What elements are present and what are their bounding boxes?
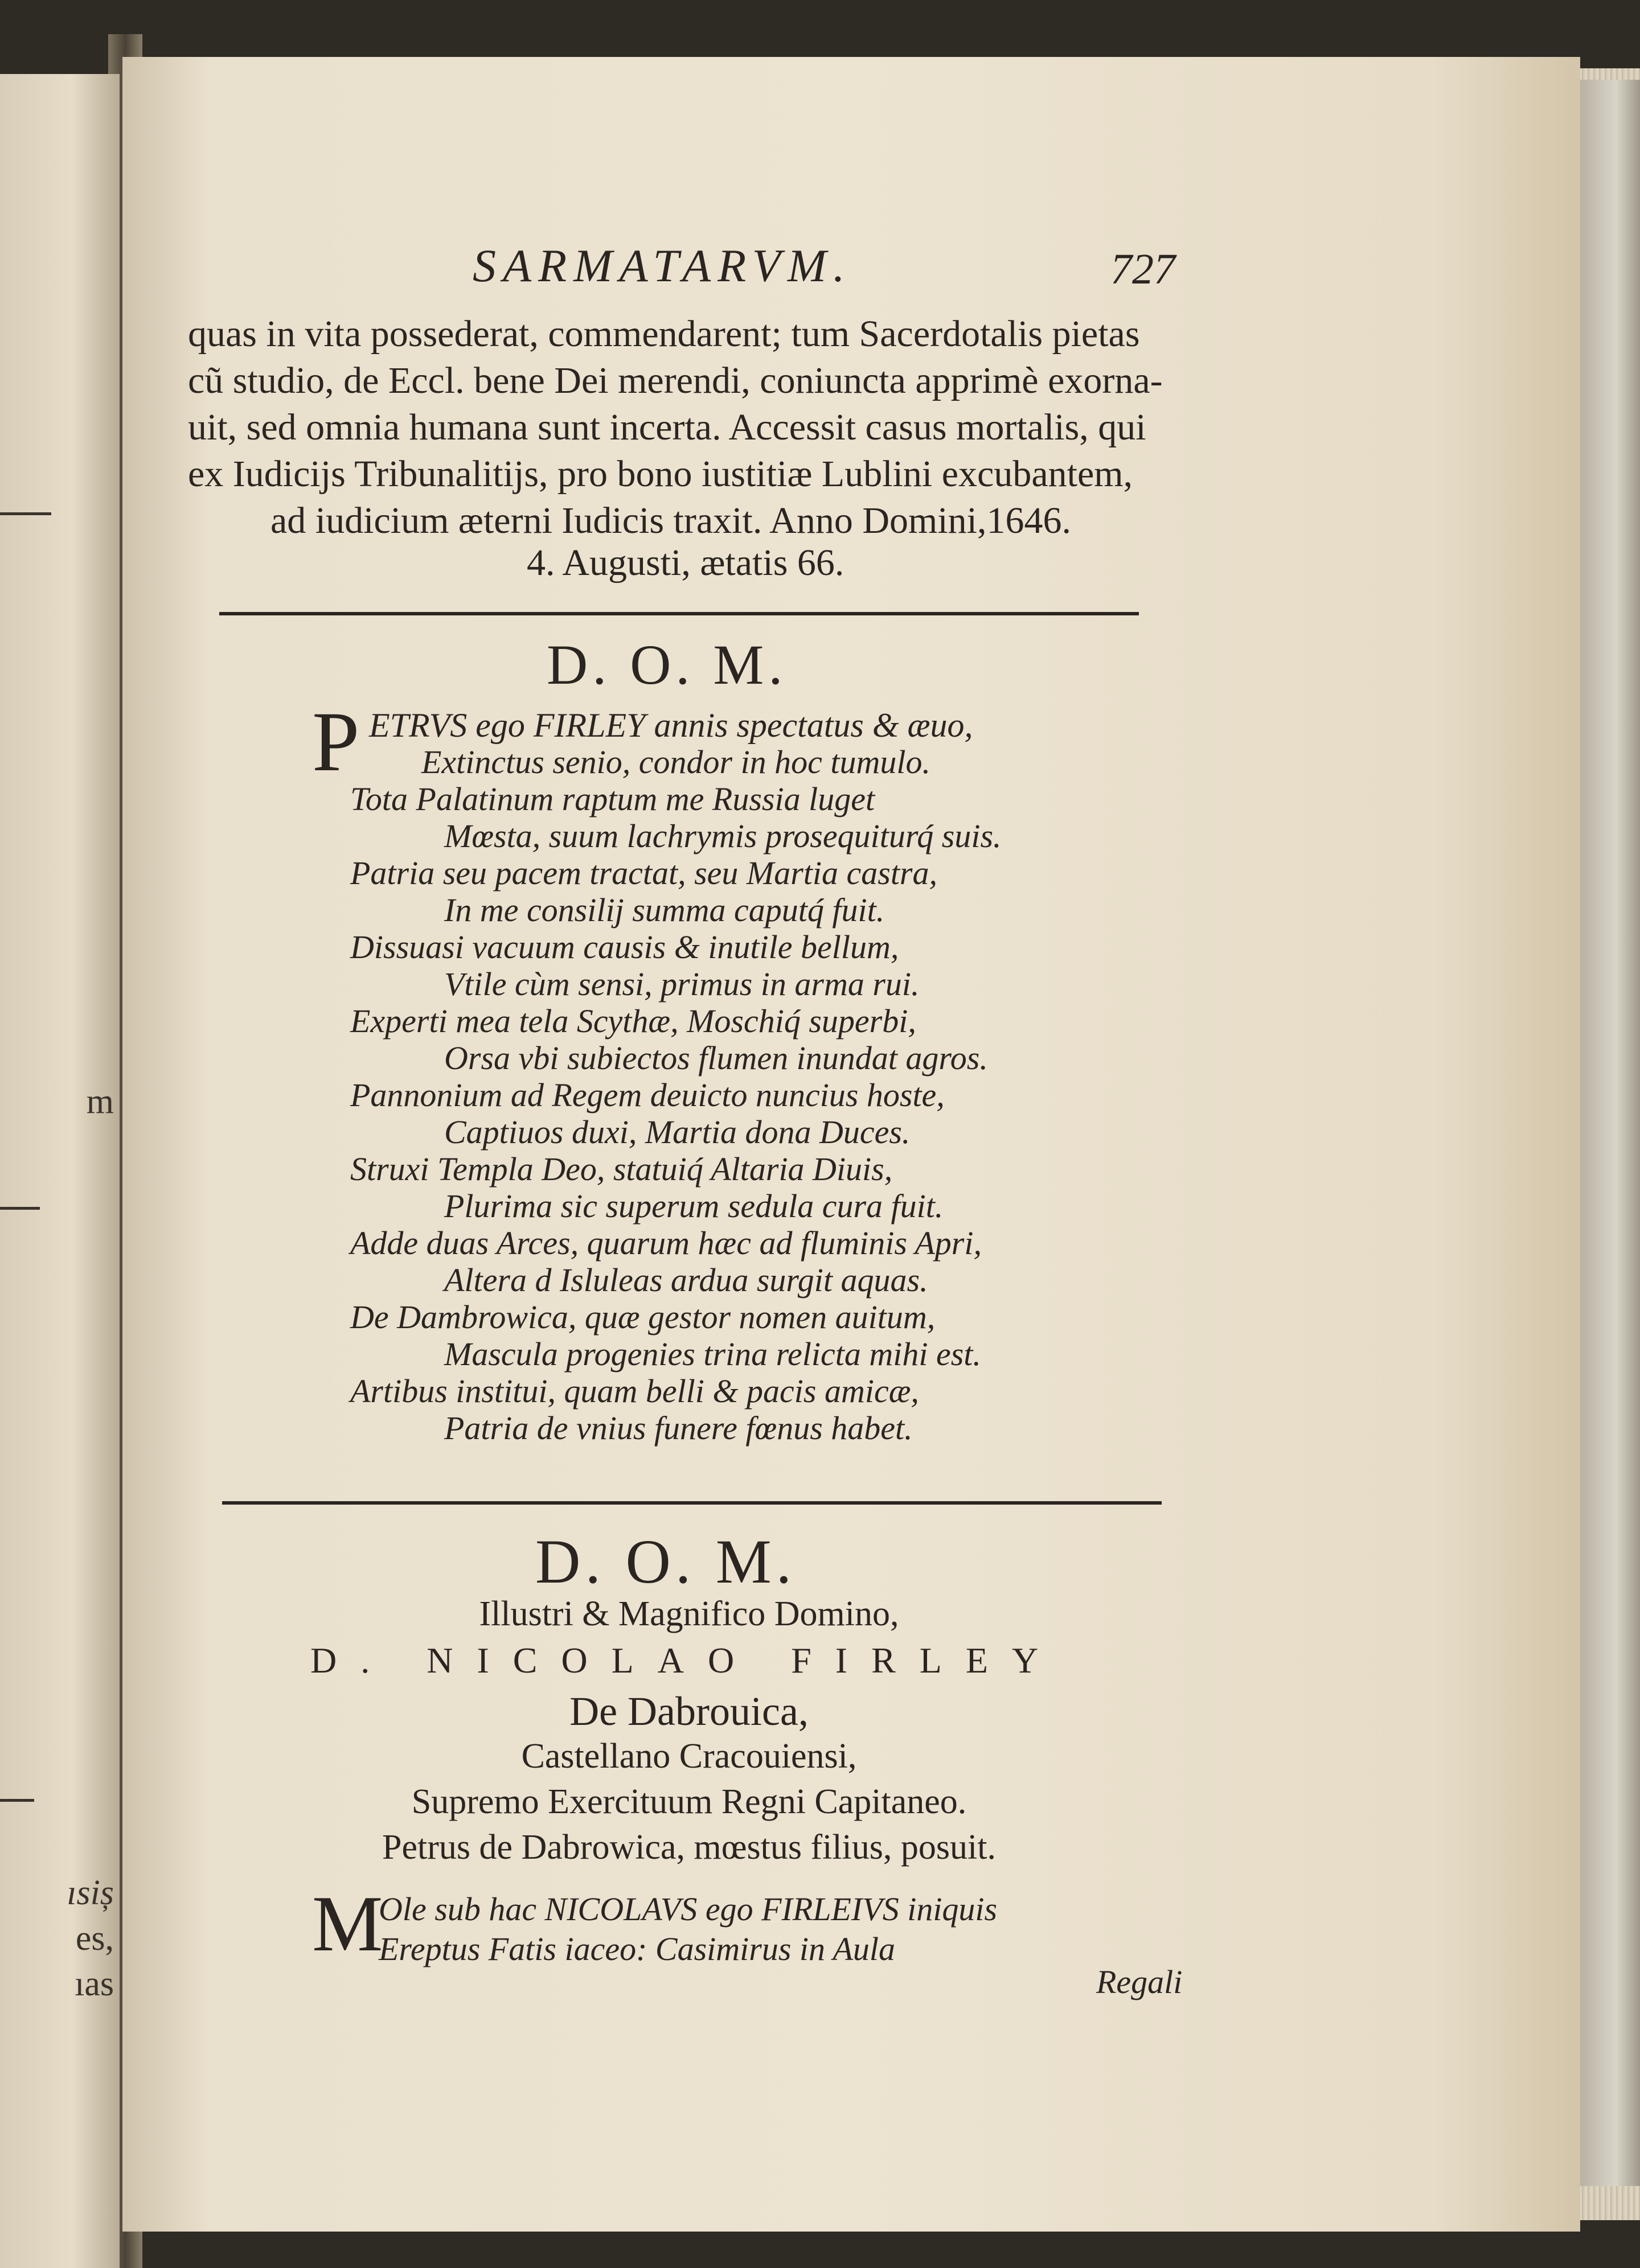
verse-line: De Dambrowica, quæ gestor nomen auitum, <box>350 1299 936 1336</box>
dedication-line: Petrus de Dabrowica, mœstus filius, posuit. <box>382 1828 996 1867</box>
prose-line: uit, sed omnia humana sunt incerta. Accessit casus mortalis, qui <box>188 406 1146 448</box>
verse-line: Adde duas Arces, quarum hæc ad fluminis Apri, <box>350 1225 982 1262</box>
verse-line: Extinctus senio, condor in hoc tumulo. <box>421 743 931 780</box>
verse-line: Artibus institui, quam belli & pacis amicæ, <box>350 1373 919 1410</box>
verse-line: Altera d Isluleas ardua surgit aquas. <box>444 1262 928 1299</box>
left-page-fragment: m <box>86 1082 114 1121</box>
verse-line: Ole sub hac NICOLAVS ego FIRLEIVS iniquis <box>379 1891 998 1928</box>
verse-line: Plurima sic superum sedula cura fuit. <box>444 1188 944 1225</box>
prose-line: 4. Augusti, ætatis 66. <box>527 542 844 584</box>
verse-line: Tota Palatinum raptum me Russia luget <box>350 780 875 817</box>
drop-cap: M <box>312 1880 383 1968</box>
verse-line: Struxi Templa Deo, statuiq́ Altaria Diuis, <box>350 1151 893 1188</box>
prose-line: quas in vita possederat, commendarent; tum Sacerdotalis pietas <box>188 313 1140 355</box>
verse-line: Vtile cùm sensi, primus in arma rui. <box>444 965 920 1002</box>
verse-line: Pannonium ad Regem deuicto nuncius hoste, <box>350 1077 945 1114</box>
left-page-fragment: ıas <box>75 1965 114 2003</box>
drop-cap: P <box>312 695 360 789</box>
prose-line: ad iudicium æterni Iudicis traxit. Anno Domini,1646. <box>270 500 1072 541</box>
left-page-fragment: ısiș <box>67 1873 114 1912</box>
prose-line: cũ studio, de Eccl. bene Dei merendi, coniuncta apprimè exorna- <box>188 360 1163 401</box>
dedication-line: De Dabrouica, <box>569 1688 809 1734</box>
verse-line: In me consilij summa caputq́ fuit. <box>444 891 885 928</box>
verse-line: Patria de vnius funere fœnus habet. <box>444 1410 913 1447</box>
dedication-name: D. NICOLAO FIRLEY <box>310 1640 1063 1681</box>
dedication-line: Castellano Cracouiensi, <box>521 1737 857 1776</box>
prose-line: ex Iudicijs Tribunalitijs, pro bono iustitiæ Lublini excubantem, <box>188 453 1133 495</box>
section-heading: D. O. M. <box>547 633 788 696</box>
dedication-line: Supremo Exercituum Regni Capitaneo. <box>411 1782 967 1821</box>
section-rule <box>222 1501 1162 1505</box>
catchword: Regali <box>1096 1963 1183 2000</box>
running-title: SARMATARVM. <box>473 240 852 291</box>
verse-line: Mœsta, suum lachrymis prosequiturq́ suis. <box>444 817 1002 854</box>
section-heading: D. O. M. <box>535 1527 797 1596</box>
verse-line: Orsa vbi subiectos flumen inundat agros. <box>444 1040 988 1077</box>
verse-line: ETRVS ego FIRLEY annis spectatus & æuo, <box>369 706 973 744</box>
dedication-line: Illustri & Magnifico Domino, <box>479 1595 899 1633</box>
page-number: 727 <box>1110 245 1175 293</box>
section-rule <box>219 612 1139 615</box>
verse-line: Dissuasi vacuum causis & inutile bellum, <box>350 928 899 965</box>
verse-line: Experti mea tela Scythæ, Moschiq́ superbi, <box>350 1002 916 1040</box>
verse-line: Patria seu pacem tractat, seu Martia castra, <box>350 854 938 891</box>
left-page-fragment: es, <box>75 1919 114 1958</box>
verse-line: Captiuos duxi, Martia dona Duces. <box>444 1114 911 1151</box>
verse-line: Mascula progenies trina relicta mihi est. <box>444 1336 981 1373</box>
verse-line: Ereptus Fatis iaceo: Casimirus in Aula <box>379 1930 896 1967</box>
